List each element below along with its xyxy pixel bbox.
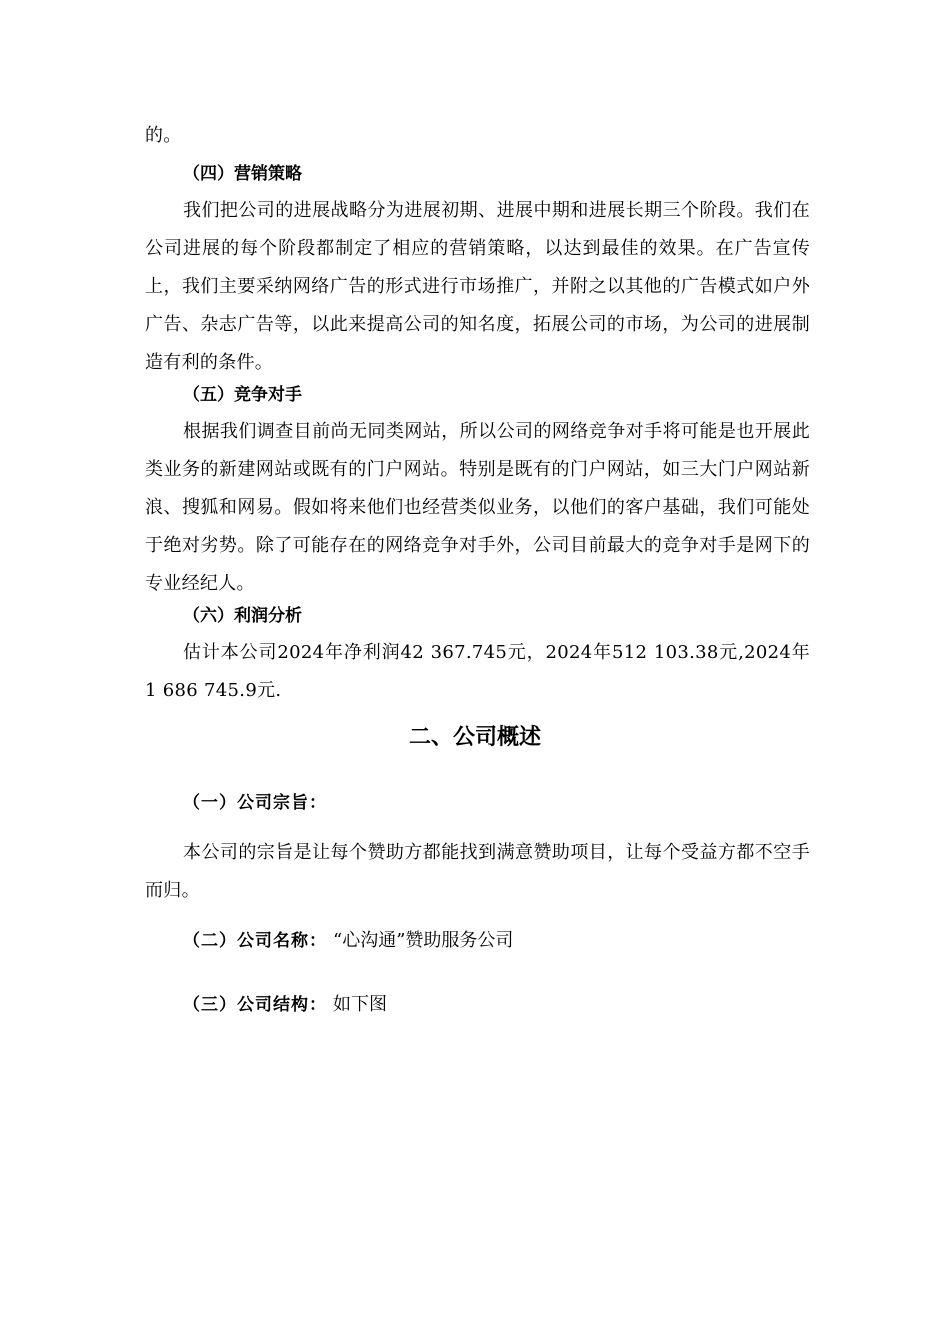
profit-heading: （六）利润分析: [183, 606, 302, 626]
marketing-heading: （四）营销策略: [183, 164, 302, 184]
profit-paragraph: 估计本公司2024年净利润42 367.745元，2024年512 103.38元,2024年1 686 745.9元.: [145, 642, 810, 701]
purpose-paragraph: 本公司的宗旨是让每个赞助方都能找到满意赞助项目，让每个受益方都不空手而归。: [145, 842, 810, 901]
company-name-value: “心沟通”赞助服务公司: [333, 930, 514, 951]
company-name-label: （二）公司名称：: [183, 931, 327, 951]
chapter-title: 二、公司概述: [408, 725, 541, 750]
continuation-text: 的。: [145, 125, 182, 146]
company-name-line: [183, 929, 513, 953]
purpose-label-line: [183, 791, 327, 815]
marketing-paragraph: 我们把公司的进展战略分为进展初期、进展中期和进展长期三个阶段。我们在公司进展的每个阶段都制定了相应的营销策略，以达到最佳的效果。在广告宣传上，我们主要采纳网络广告的形式进行市场推广，并附之以其他的广告模式如户外广告、杂志广告等，以此来提高公司的知名度，拓展公司的市场，为公司的进展制造有利的条件。: [145, 200, 810, 373]
company-structure-line: [183, 993, 387, 1017]
company-structure-value: 如下图: [333, 994, 387, 1015]
competitors-heading: （五）竞争对手: [183, 385, 302, 405]
purpose-label: （一）公司宗旨：: [183, 793, 327, 813]
company-structure-label: （三）公司结构：: [183, 995, 327, 1015]
competitors-paragraph: 根据我们调查目前尚无同类网站，所以公司的网络竞争对手将可能是也开展此类业务的新建网站或既有的门户网站。特别是既有的门户网站，如三大门户网站新浪、搜狐和网易。假如将来他们也经营类似业务，以他们的客户基础，我们可能处于绝对劣势。除了可能存在的网络竞争对手外，公司目前最大的竞争对手是网下的专业经纪人。: [145, 421, 810, 594]
